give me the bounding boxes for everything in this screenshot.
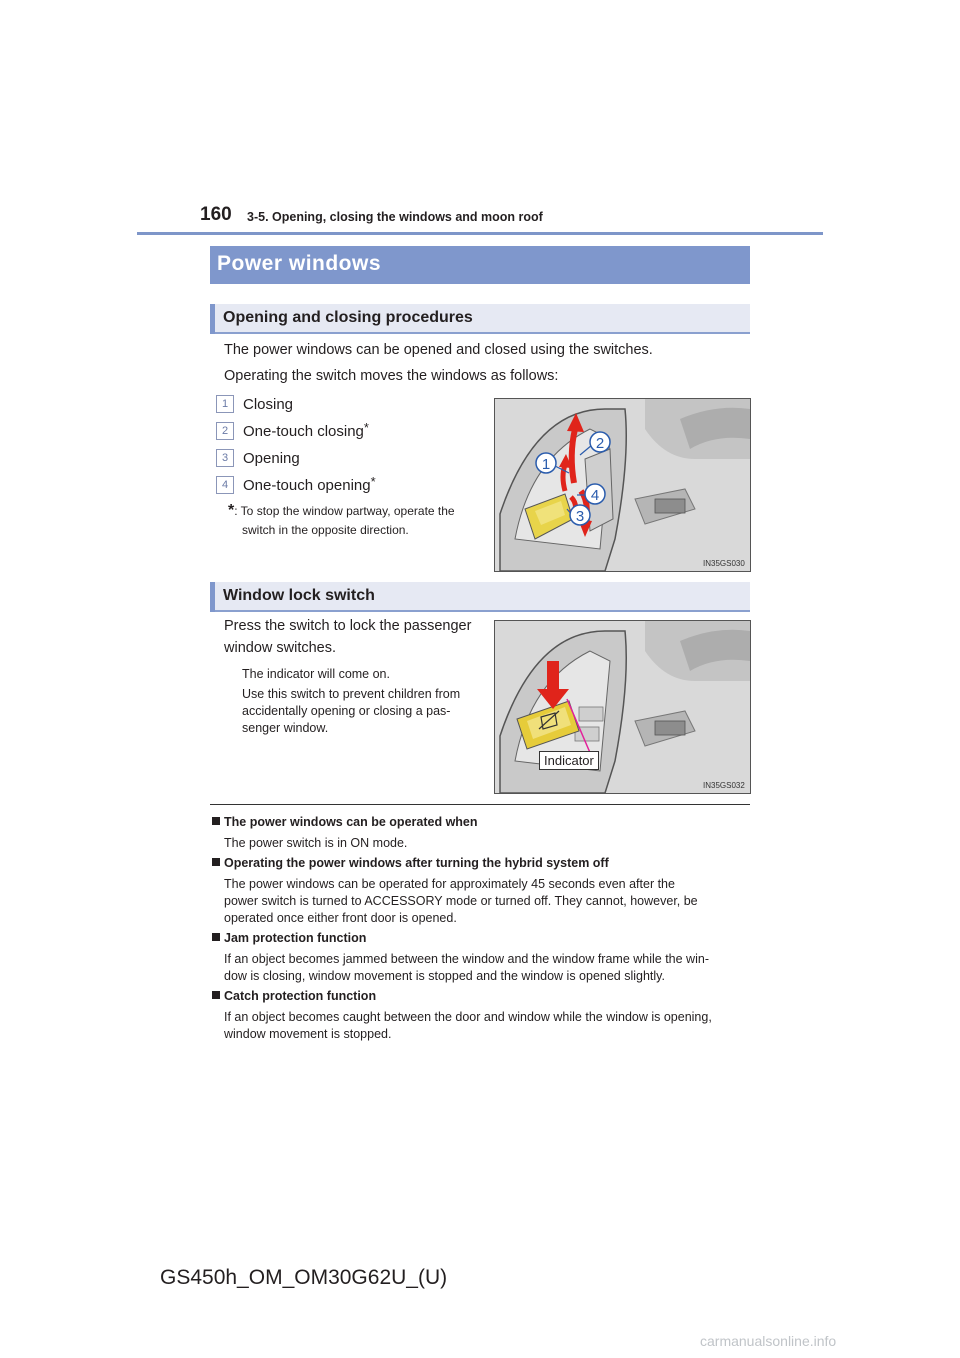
callout-4: 4 bbox=[590, 487, 600, 504]
info-title-2: Operating the power windows after turning the hybrid system off bbox=[212, 856, 609, 870]
figure-code-1: IN35GS030 bbox=[703, 559, 745, 568]
lock-note-1: The indicator will come on. bbox=[242, 667, 390, 681]
chapter-title: 3-5. Opening, closing the windows and moon roof bbox=[247, 210, 543, 224]
opening-intro-2: Operating the switch moves the windows as follows: bbox=[224, 368, 559, 384]
opening-intro-1: The power windows can be opened and closed using the switches. bbox=[224, 342, 653, 358]
step-label-2: One-touch closing* bbox=[243, 420, 369, 440]
bullet-square bbox=[212, 991, 220, 999]
info-text-1: The power switch is in ON mode. bbox=[224, 836, 408, 850]
info-title-3: Jam protection function bbox=[212, 931, 366, 945]
header-rule bbox=[137, 232, 823, 235]
page-number: 160 bbox=[200, 204, 232, 225]
step-star-2: * bbox=[363, 420, 369, 435]
document-id: GS450h_OM_OM30G62U_(U) bbox=[160, 1266, 448, 1289]
lock-switch-illustration bbox=[495, 621, 750, 793]
window-switch-illustration bbox=[495, 399, 750, 571]
watermark[interactable]: carmanualsonline.info bbox=[700, 1333, 837, 1349]
step-number-3: 3 bbox=[216, 449, 234, 467]
step-label-3: Opening bbox=[243, 450, 300, 467]
info-text-2: The power windows can be operated for approximately 45 seconds even after the power switch is turned to ACCESSORY mode or turned off. They cannot, however, be operated once either front door is opened. bbox=[224, 877, 698, 925]
lock-text-1: Press the switch to lock the passenger bbox=[224, 618, 472, 634]
footnote-line-1: : To stop the window partway, operate the bbox=[234, 504, 455, 518]
section-title: Power windows bbox=[217, 252, 382, 275]
step-number-2: 2 bbox=[216, 422, 234, 440]
figure-code-2: IN35GS032 bbox=[703, 781, 745, 790]
footnote-line-2: switch in the opposite direction. bbox=[242, 523, 409, 537]
info-divider bbox=[210, 804, 750, 805]
lock-switch-figure bbox=[494, 620, 751, 794]
step-label-4: One-touch opening* bbox=[243, 474, 376, 494]
lock-note-2: Use this switch to prevent children from accidentally opening or closing a pas- senger window. bbox=[242, 687, 461, 735]
callout-1: 1 bbox=[541, 456, 551, 473]
info-title-1: The power windows can be operated when bbox=[212, 815, 478, 829]
info-title-4: Catch protection function bbox=[212, 989, 376, 1003]
subsection-lock-title: Window lock switch bbox=[223, 587, 375, 604]
footnote-mark: * bbox=[228, 502, 235, 519]
info-text-4: If an object becomes caught between the door and window while the window is opening, window movement is stopped. bbox=[224, 1010, 712, 1041]
indicator-label: Indicator bbox=[539, 751, 599, 770]
window-switch-figure bbox=[494, 398, 751, 572]
subsection-lock-bar bbox=[210, 582, 750, 612]
callout-2: 2 bbox=[595, 435, 605, 452]
footnote bbox=[228, 501, 455, 540]
bullet-square bbox=[212, 933, 220, 941]
subsection-opening-title: Opening and closing procedures bbox=[223, 309, 473, 326]
section-title-bar bbox=[210, 246, 750, 284]
step-number-4: 4 bbox=[216, 476, 234, 494]
bullet-square bbox=[212, 817, 220, 825]
step-number-1: 1 bbox=[216, 395, 234, 413]
step-star-4: * bbox=[370, 474, 376, 489]
info-text-3: If an object becomes jammed between the window and the window frame while the win- dow is closing, window movement is stopped and the window is opened slightly. bbox=[224, 952, 709, 983]
subsection-opening-bar bbox=[210, 304, 750, 334]
step-label-1: Closing bbox=[243, 396, 294, 413]
bullet-square bbox=[212, 858, 220, 866]
lock-text-2: window switches. bbox=[224, 640, 337, 656]
callout-3: 3 bbox=[575, 508, 585, 525]
